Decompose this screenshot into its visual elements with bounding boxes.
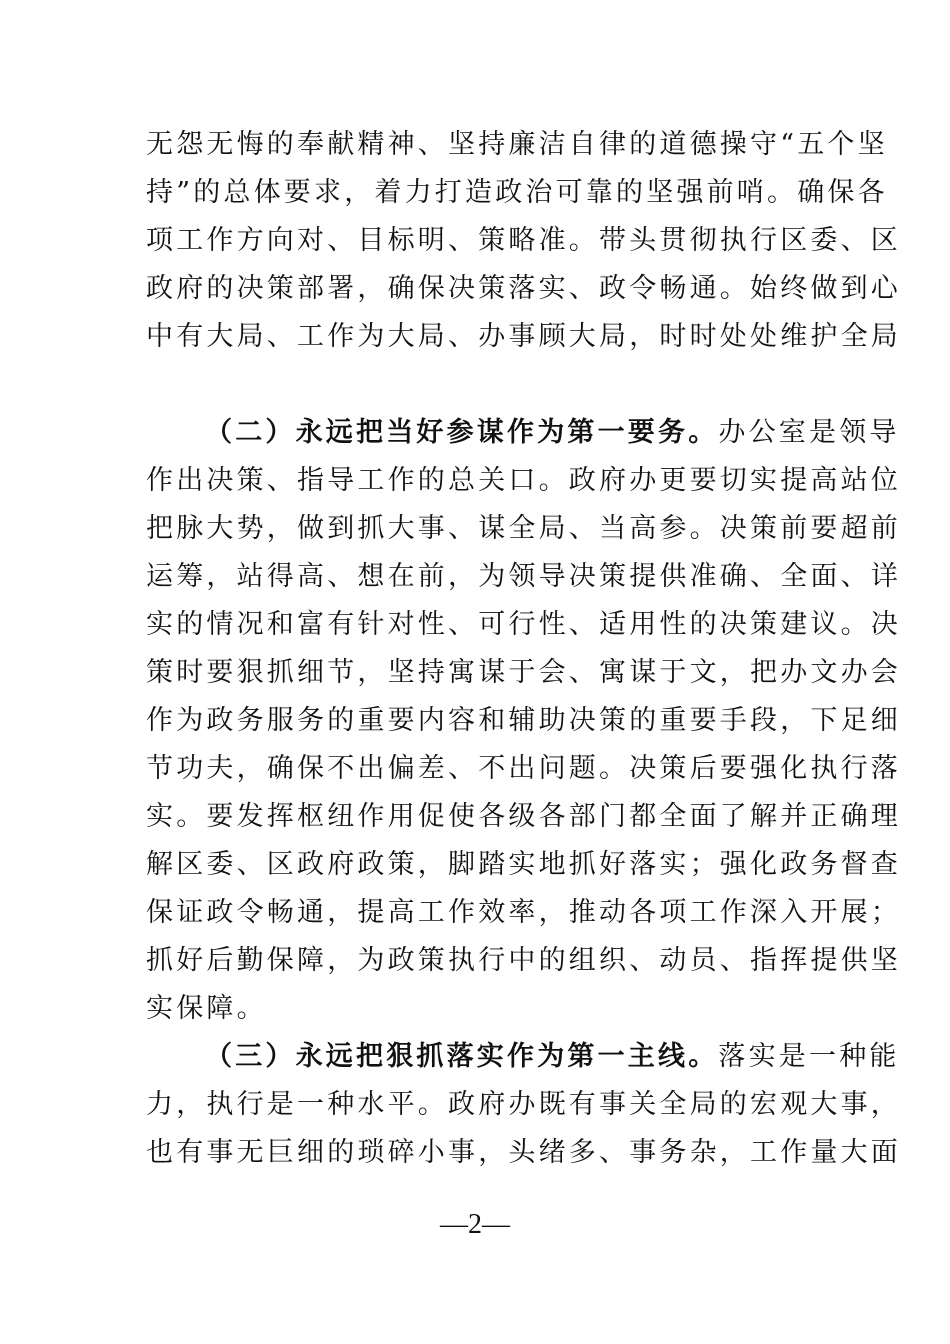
text-line: 中有大局、工作为大局、办事顾大局，时时处处维护全局 <box>146 321 901 352</box>
text-line: 也有事无巨细的琐碎小事，头绪多、事务杂，工作量大面 <box>146 1137 901 1168</box>
text-line: 持”的总体要求，着力打造政治可靠的坚强前哨。确保各 <box>146 177 888 208</box>
text-line: 项工作方向对、目标明、策略准。带头贯彻执行区委、区 <box>146 225 901 256</box>
paragraph-first-line <box>205 1040 900 1074</box>
text-line: 实。要发挥枢纽作用促使各级各部门都全面了解并正确理 <box>146 801 901 832</box>
text-line: 抓好后勤保障，为政策执行中的组织、动员、指挥提供坚 <box>146 945 901 976</box>
text-line: 力，执行是一种水平。政府办既有事关全局的宏观大事， <box>146 1089 901 1120</box>
page-number: —2— <box>440 1209 510 1240</box>
text-line: 解区委、区政府政策，脚踏实地抓好落实；强化政务督查 <box>146 849 901 880</box>
text-line: 政府的决策部署，确保决策落实、政令畅通。始终做到心 <box>146 273 901 304</box>
section-heading: （二）永远把当好参谋作为第一要务。 <box>205 417 719 448</box>
text-line: 实的情况和富有针对性、可行性、适用性的决策建议。决 <box>146 609 901 640</box>
text-line: 无怨无悔的奉献精神、坚持廉洁自律的道德操守“五个坚 <box>146 129 888 160</box>
text-line: 把脉大势，做到抓大事、谋全局、当高参。决策前要超前 <box>146 513 901 544</box>
text-run: 办公室是领导 <box>718 417 900 448</box>
text-line: 作出决策、指导工作的总关口。政府办更要切实提高站位 <box>146 465 901 496</box>
section-heading: （三）永远把狠抓落实作为第一主线。 <box>205 1041 719 1072</box>
text-line: 运筹，站得高、想在前，为领导决策提供准确、全面、详 <box>146 561 901 592</box>
text-line: 实保障。 <box>146 993 267 1024</box>
paragraph-first-line <box>205 416 900 450</box>
text-line: 策时要狠抓细节，坚持寓谋于会、寓谋于文，把办文办会 <box>146 657 901 688</box>
text-line: 作为政务服务的重要内容和辅助决策的重要手段，下足细 <box>146 705 901 736</box>
text-run: 落实是一种能 <box>718 1041 900 1072</box>
text-line: 节功夫，确保不出偏差、不出问题。决策后要强化执行落 <box>146 753 901 784</box>
text-line: 保证政令畅通，提高工作效率，推动各项工作深入开展； <box>146 897 901 928</box>
